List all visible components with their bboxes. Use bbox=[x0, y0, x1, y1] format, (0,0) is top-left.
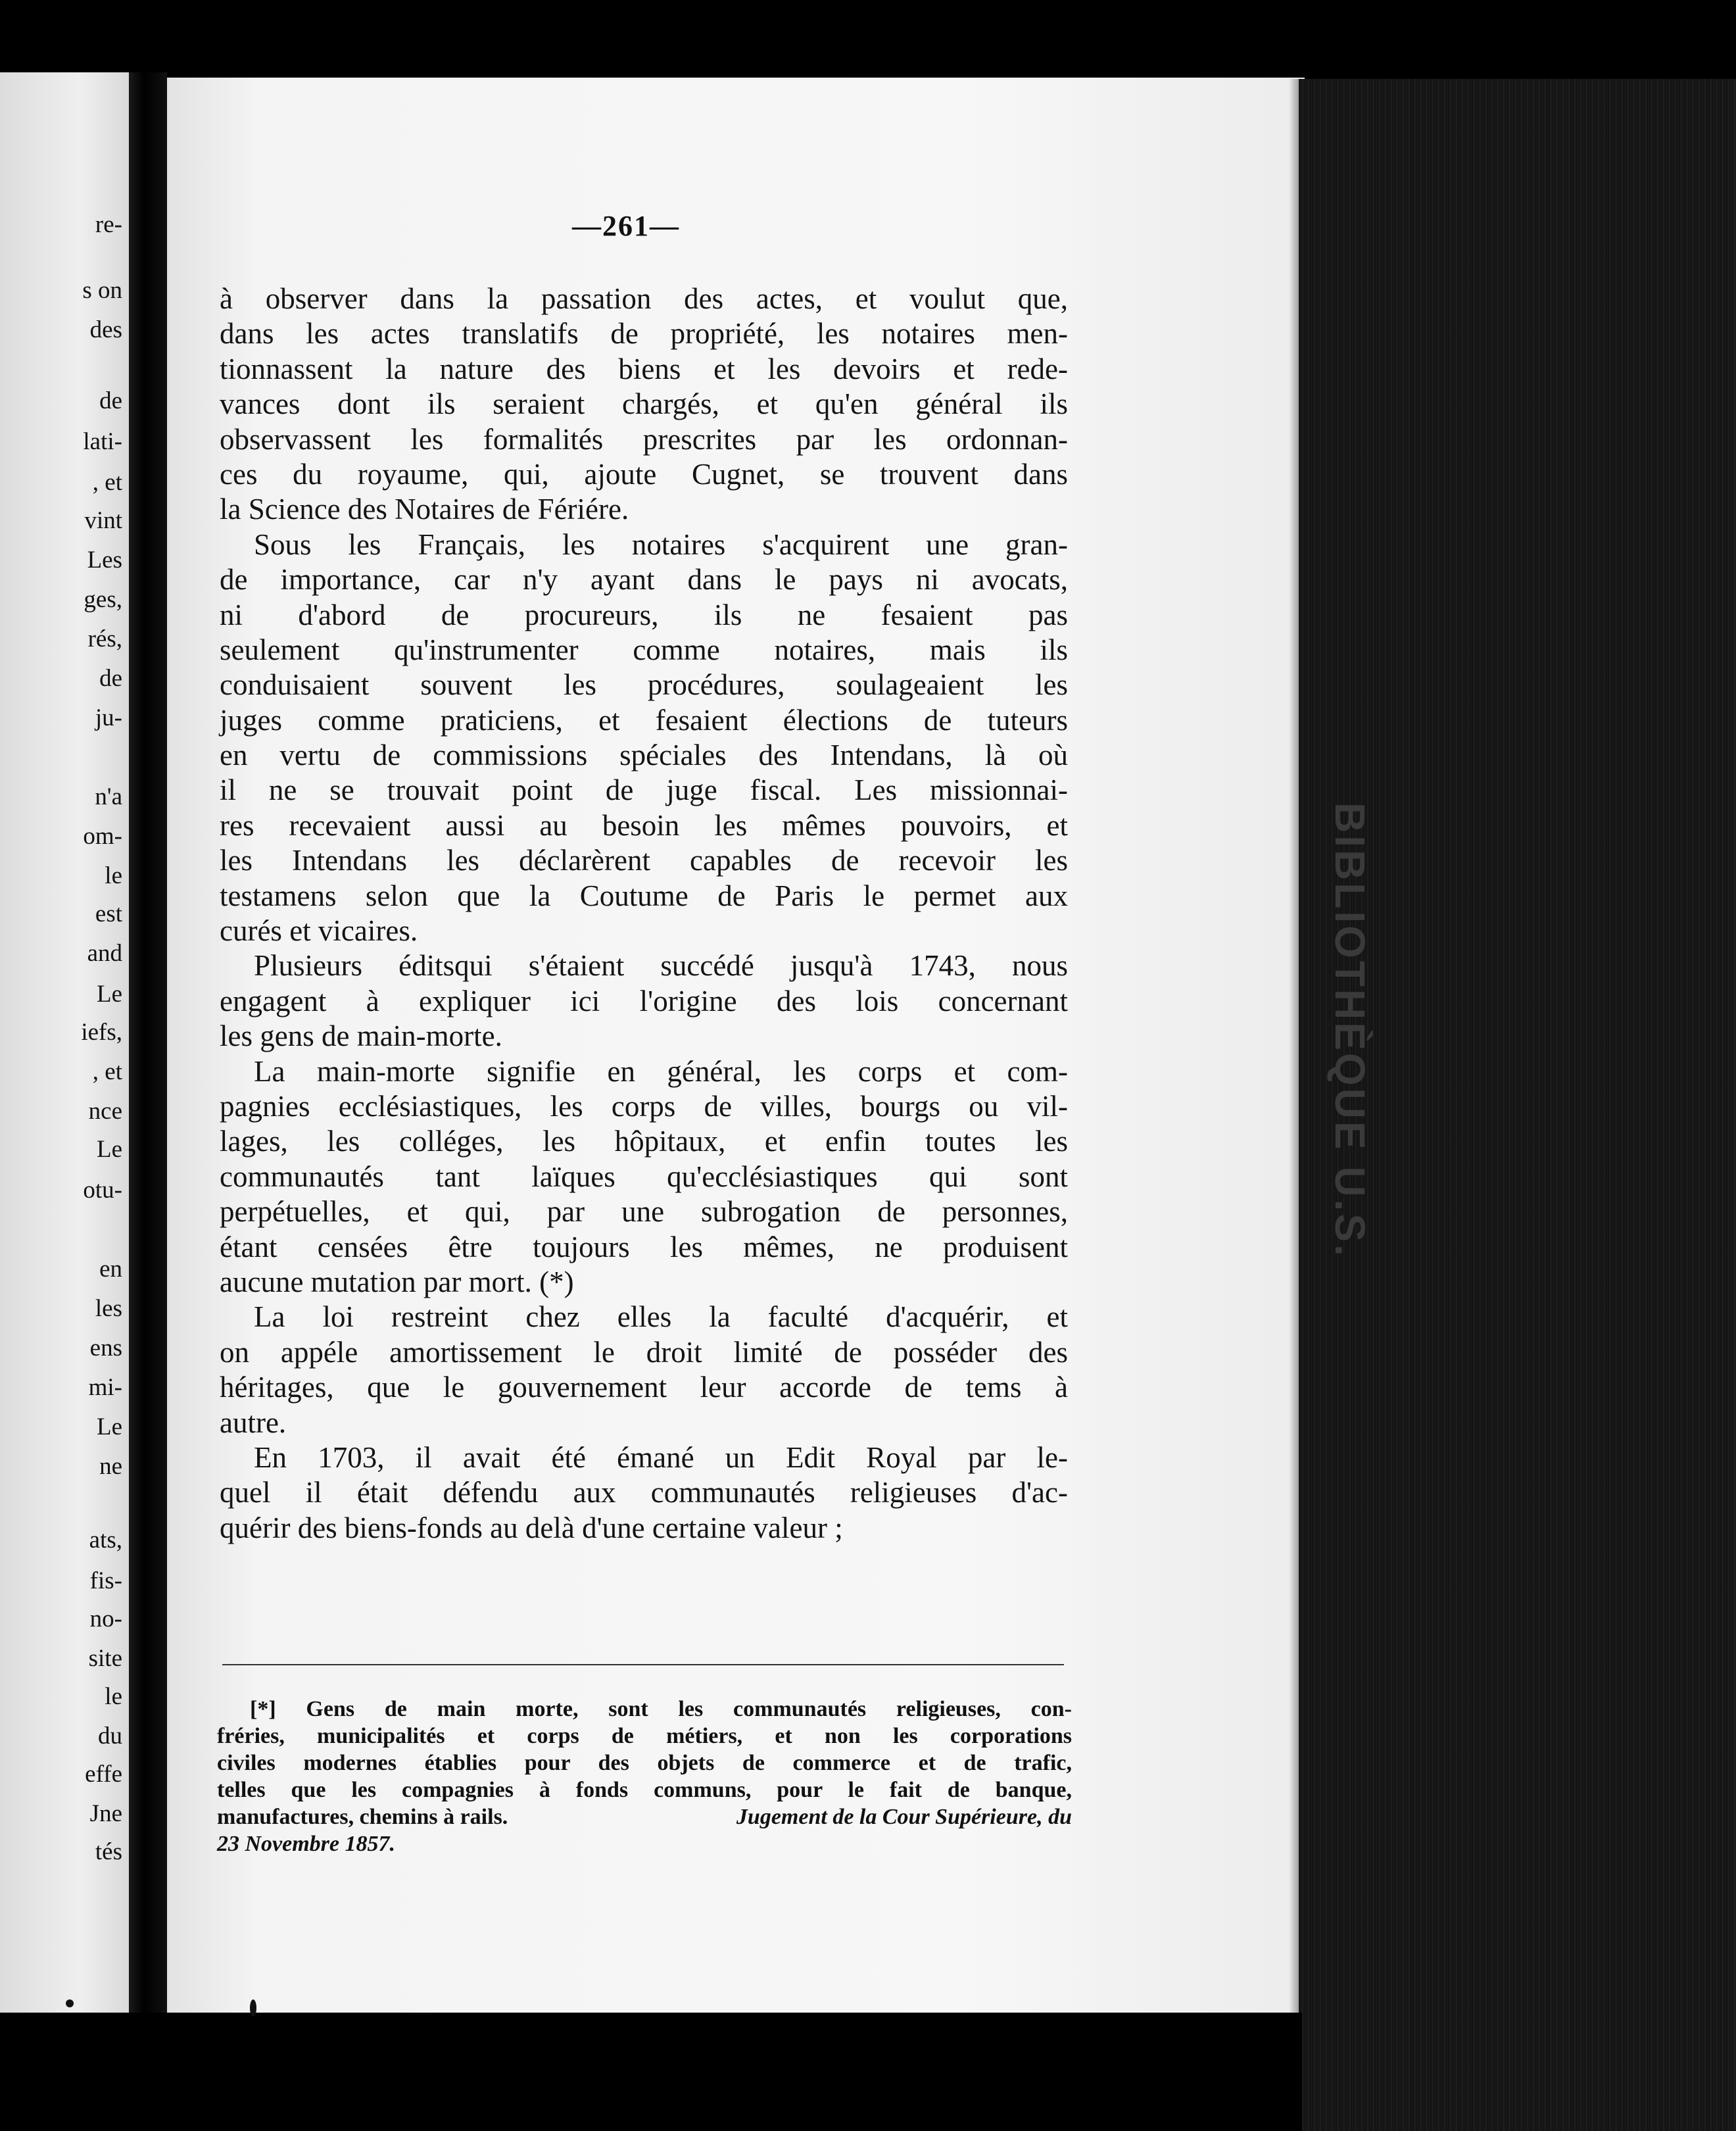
margin-fragment: otu- bbox=[83, 1177, 122, 1204]
text-line: quel il était défendu aux communautés religieuses d'ac- bbox=[220, 1476, 1068, 1509]
adjacent-page-fragment bbox=[0, 72, 132, 2013]
margin-fragment: nce bbox=[88, 1098, 122, 1125]
top-border bbox=[0, 0, 1736, 79]
margin-fragment: re- bbox=[95, 211, 122, 238]
footnote bbox=[217, 1696, 1072, 1857]
footnote-line: fréries, municipalités et corps de métiers, et non les corporations bbox=[217, 1724, 1072, 1748]
margin-fragment: effe bbox=[85, 1761, 122, 1788]
text-line: seulement qu'instrumenter comme notaires, mais ils bbox=[220, 633, 1068, 666]
text-line: La main-morte signifie en général, les corps et com- bbox=[254, 1054, 1068, 1088]
footnote-date: 23 Novembre 1857. bbox=[217, 1832, 396, 1856]
scan-speck bbox=[66, 1999, 74, 2007]
text-line: les gens de main-morte. bbox=[220, 1019, 502, 1053]
margin-fragment: le bbox=[105, 862, 122, 889]
text-line: pagnies ecclésiastiques, les corps de villes, bourgs ou vil- bbox=[220, 1089, 1068, 1123]
footnote-citation: Jugement de la Cour Supérieure, du bbox=[736, 1805, 1072, 1829]
text-line: Sous les Français, les notaires s'acquirent une gran- bbox=[254, 527, 1068, 561]
margin-fragment: Le bbox=[96, 981, 122, 1008]
text-line: aucune mutation par mort. (*) bbox=[220, 1265, 574, 1298]
margin-fragment: and bbox=[87, 940, 122, 967]
margin-fragment: Le bbox=[96, 1136, 122, 1163]
margin-fragment: lati- bbox=[83, 428, 122, 455]
text-line: Plusieurs éditsqui s'étaient succédé jusqu'à 1743, nous bbox=[254, 949, 1068, 983]
text-line: res recevaient aussi au besoin les mêmes pouvoirs, et bbox=[220, 808, 1068, 842]
text-line: juges comme praticiens, et fesaient élections de tuteurs bbox=[220, 703, 1068, 737]
text-line: ces du royaume, qui, ajoute Cugnet, se trouvent dans bbox=[220, 457, 1068, 491]
text-line: curés et vicaires. bbox=[220, 914, 418, 948]
footnote-line: civiles modernes établies pour des objets de commerce et de trafic, bbox=[217, 1751, 1072, 1775]
text-line: conduisaient souvent les procédures, soulageaient les bbox=[220, 668, 1068, 702]
margin-fragment: du bbox=[98, 1723, 122, 1750]
text-line: à observer dans la passation des actes, et voulut que, bbox=[220, 282, 1068, 315]
margin-fragment: s on bbox=[82, 277, 122, 304]
main-text bbox=[220, 282, 1068, 1546]
footnote-lines bbox=[217, 1696, 1072, 1830]
text-line: testamens selon que la Coutume de Paris le permet aux bbox=[220, 879, 1068, 912]
footnote-line: telles que les compagnies à fonds communs, pour le fait de banque, bbox=[217, 1778, 1072, 1802]
margin-fragment: ju- bbox=[95, 704, 122, 731]
text-line: les Intendans les déclarèrent capables de recevoir les bbox=[220, 844, 1068, 877]
text-line: communautés tant laïques qu'ecclésiastiques qui sont bbox=[220, 1160, 1068, 1193]
margin-fragment: le bbox=[105, 1683, 122, 1710]
text-line: quérir des biens-fonds au delà d'une certaine valeur ; bbox=[220, 1511, 843, 1544]
text-line: vances dont ils seraient chargés, et qu'en général ils bbox=[220, 387, 1068, 421]
text-line: héritages, que le gouvernement leur accorde de tems à bbox=[220, 1371, 1068, 1404]
margin-fragment: de bbox=[99, 387, 122, 414]
margin-fragment: Les bbox=[87, 547, 122, 574]
footnote-line: [*] Gens de main morte, sont les communautés religieuses, con- bbox=[250, 1697, 1072, 1721]
text-line: lages, les colléges, les hôpitaux, et enfin toutes les bbox=[220, 1125, 1068, 1158]
margin-fragment: vint bbox=[84, 507, 122, 534]
text-line: autre. bbox=[220, 1406, 287, 1439]
book-fore-edge bbox=[1299, 79, 1736, 2131]
book-gutter bbox=[129, 72, 167, 2013]
scan-speck bbox=[250, 1999, 256, 2017]
margin-fragment: fis- bbox=[89, 1567, 122, 1594]
text-line: ni d'abord de procureurs, ils ne fesaient pas bbox=[220, 598, 1068, 631]
text-line: En 1703, il avait été émané un Edit Royal par le- bbox=[254, 1440, 1068, 1474]
text-line: engagent à expliquer ici l'origine des lois concernant bbox=[220, 984, 1068, 1017]
text-line: étant censées être toujours les mêmes, ne produisent bbox=[220, 1230, 1068, 1263]
margin-fragment: ne bbox=[99, 1453, 122, 1480]
margin-fragment: de bbox=[99, 665, 122, 692]
margin-fragment: les bbox=[95, 1295, 122, 1322]
footnote-line: manufactures, chemins à rails. Jugement de la Cour Supérieure, du bbox=[217, 1805, 1072, 1829]
margin-fragment: ens bbox=[89, 1335, 122, 1361]
page-number: —261— bbox=[572, 210, 680, 242]
text-line: de importance, car n'y ayant dans le pays ni avocats, bbox=[220, 563, 1068, 597]
margin-fragment: Le bbox=[96, 1413, 122, 1440]
text-line: la Science des Notaires de Fériére. bbox=[220, 493, 629, 526]
margin-fragment: en bbox=[99, 1256, 122, 1283]
margin-fragment: ats, bbox=[89, 1527, 122, 1554]
margin-fragment: om- bbox=[83, 823, 122, 850]
text-line: on appéle amortissement le droit limité de posséder des bbox=[220, 1335, 1068, 1369]
text-line: observassent les formalités prescrites par les ordonnan- bbox=[220, 422, 1068, 456]
margin-fragment: mi- bbox=[88, 1374, 122, 1401]
margin-fragment: site bbox=[88, 1645, 122, 1672]
margin-fragment: n'a bbox=[95, 783, 122, 810]
bottom-border bbox=[0, 2013, 1302, 2131]
footnote-line-7 bbox=[217, 1830, 1072, 1857]
margin-fragment: Jne bbox=[89, 1800, 122, 1827]
margin-fragment: est bbox=[95, 900, 122, 927]
text-line: dans les actes translatifs de propriété, les notaires men- bbox=[220, 317, 1068, 351]
text-line: en vertu de commissions spéciales des Intendans, là où bbox=[220, 739, 1068, 772]
margin-fragment: ges, bbox=[84, 586, 122, 613]
margin-fragment: des bbox=[89, 316, 122, 343]
library-stamp: BIBLIOTHÈQUE U.S. bbox=[1326, 802, 1374, 1259]
margin-fragment: tés bbox=[95, 1838, 122, 1865]
margin-fragment: , et bbox=[92, 1058, 122, 1085]
text-line: perpétuelles, et qui, par une subrogation de personnes, bbox=[220, 1195, 1068, 1229]
text-line: tionnassent la nature des biens et les devoirs et rede- bbox=[220, 352, 1068, 385]
margin-fragment: no- bbox=[89, 1605, 122, 1632]
footnote-rule bbox=[222, 1664, 1064, 1665]
margin-fragment: rés, bbox=[87, 625, 122, 652]
text-line: il ne se trouvait point de juge fiscal. Les missionnai- bbox=[220, 773, 1068, 807]
margin-fragment: iefs, bbox=[81, 1019, 122, 1046]
text-line: La loi restreint chez elles la faculté d'acquérir, et bbox=[254, 1300, 1068, 1334]
margin-fragment: , et bbox=[92, 469, 122, 496]
